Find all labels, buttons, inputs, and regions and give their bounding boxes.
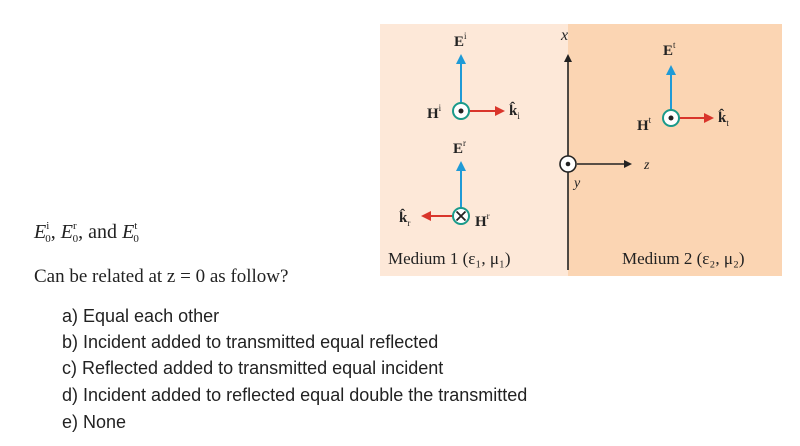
medium-2-background (568, 24, 782, 276)
transmitted-h-dot-icon (669, 116, 674, 121)
reflected-e-label: $E^r$ (453, 138, 467, 157)
option-a: a) Equal each other (62, 306, 220, 326)
option-b: b) Incident added to transmitted equal reflected (62, 332, 439, 352)
y-axis-label: y (574, 176, 581, 191)
option-d: d) Incident added to reflected equal double the transmitted (62, 385, 528, 405)
reflected-k-label: $k̂_r$ (399, 210, 411, 228)
incident-k-label: $k̂_i$ (509, 103, 520, 121)
e0-incident-symbol: E (34, 221, 47, 243)
incident-h-label: $H^i$ (427, 103, 442, 122)
e0-transmitted-symbol: E (122, 221, 135, 243)
e0-reflected-sub: 0 (72, 233, 79, 245)
transmitted-h-label: $H^t$ (637, 115, 652, 134)
incident-e-label: $E^i$ (454, 31, 467, 50)
medium-2-caption: Medium 2 (ε₂, μ₂) (622, 249, 745, 268)
e0-incident-sub: 0 (45, 233, 51, 245)
reflected-h-label: $H^r$ (475, 211, 490, 230)
option-e: e) None (62, 412, 127, 432)
question-text: Can be related at z = 0 as follow? (34, 266, 289, 287)
incident-h-dot-icon (459, 109, 464, 114)
option-c: c) Reflected added to transmitted equal incident (62, 358, 444, 378)
medium-1-caption: Medium 1 (ε₁, μ₁) (388, 249, 511, 268)
y-axis-dot-center-icon (566, 162, 571, 167)
e0-transmitted-sup: t (134, 220, 138, 232)
transmitted-k-label: $k̂_t$ (718, 110, 729, 128)
medium-1-background (380, 24, 568, 276)
e0-incident-sup: i (46, 220, 50, 232)
separator-1: , (50, 221, 61, 243)
z-axis-label: z (644, 158, 650, 173)
e0-reflected-symbol: E (60, 221, 73, 243)
field-amplitudes-expression (34, 220, 139, 245)
x-axis-label: x (561, 27, 569, 44)
transmitted-e-label: $E^t$ (663, 40, 676, 59)
separator-2: , and (78, 221, 123, 243)
e0-transmitted-sub: 0 (133, 233, 139, 245)
e0-reflected-sup: r (73, 220, 77, 232)
